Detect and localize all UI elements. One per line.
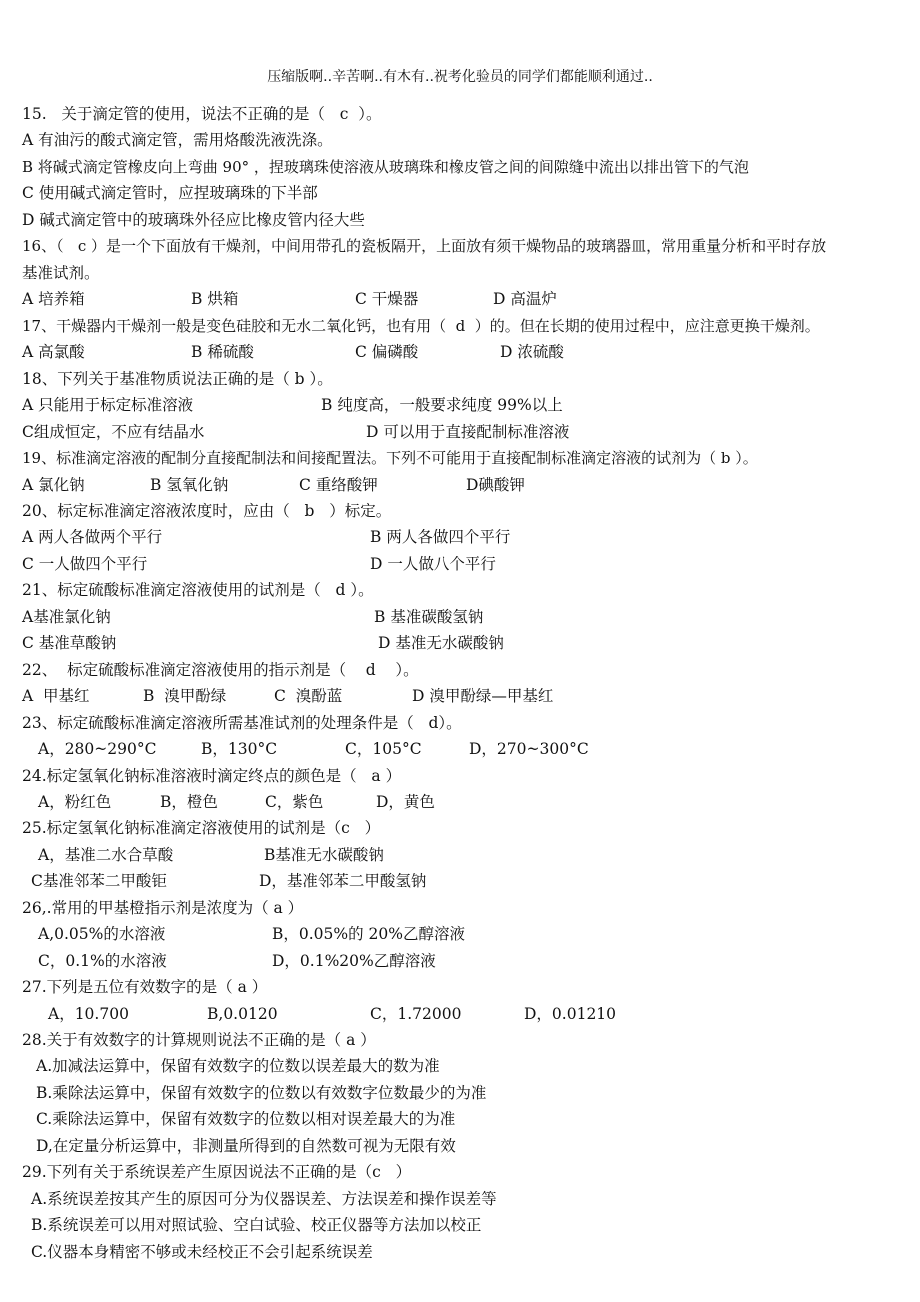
q26-option-b: B，0.05%的 20%乙醇溶液 <box>272 925 466 943</box>
q17-option-b: B 稀硫酸 <box>191 343 254 361</box>
q20-option-c: C 一人做四个平行 <box>22 555 148 573</box>
q22-option-b: B 溴甲酚绿 <box>143 687 227 705</box>
q23-option-a: A，280~290°C <box>38 740 157 758</box>
q27-option-d: D，0.01210 <box>524 1005 617 1023</box>
q25-option-d: D，基准邻苯二甲酸氢钠 <box>259 872 427 890</box>
q22-option-d: D 溴甲酚绿—甲基红 <box>412 687 554 705</box>
q15-option-d: D 碱式滴定管中的玻璃珠外径应比橡皮管内径大些 <box>22 211 365 229</box>
q17-stem: 17、干燥器内干燥剂一般是变色硅胶和无水二氧化钙，也有用（ d ）的。但在长期的使用过程中，应注意更换干燥剂。 <box>22 317 820 335</box>
q22-option-c: C 溴酚蓝 <box>274 687 343 705</box>
q19-stem: 19、标准滴定溶液的配制分直接配制法和间接配置法。下列不可能用于直接配制标准滴定溶液的试剂为（ b ）。 <box>22 449 758 467</box>
q17-option-a: A 高氯酸 <box>22 343 85 361</box>
q16-option-d: D 高温炉 <box>493 290 557 308</box>
q20-option-d: D 一人做八个平行 <box>370 555 496 573</box>
q25-option-a: A，基准二水合草酸 <box>38 846 174 864</box>
q15-option-b: B 将碱式滴定管橡皮向上弯曲 90° ，捏玻璃珠使溶液从玻璃珠和橡皮管之间的间隙缝中流出以排出管下的气泡 <box>22 158 749 176</box>
q24-option-c: C，紫色 <box>265 793 324 811</box>
q18-stem: 18、下列关于基准物质说法正确的是（ b ）。 <box>22 370 333 388</box>
q27-stem: 27.下列是五位有效数字的是（ a ） <box>22 978 268 996</box>
q29-option-a: A.系统误差按其产生的原因可分为仪器误差、方法误差和操作误差等 <box>31 1190 497 1208</box>
q26-stem: 26,.常用的甲基橙指示剂是浓度为（ a ） <box>22 899 304 917</box>
q27-option-a: A，10.700 <box>48 1005 129 1023</box>
q19-option-a: A 氯化钠 <box>22 476 85 494</box>
q17-option-c: C 偏磷酸 <box>355 343 419 361</box>
q17-option-d: D 浓硫酸 <box>500 343 564 361</box>
q28-option-c: C.乘除法运算中，保留有效数字的位数以相对误差最大的为准 <box>36 1110 456 1128</box>
q15-option-a: A 有油污的酸式滴定管，需用烙酸洗液洗涤。 <box>22 131 333 149</box>
q16-stem-line2: 基准试剂。 <box>22 264 100 282</box>
q29-option-b: B.系统误差可以用对照试验、空白试验、校正仪器等方法加以校正 <box>31 1216 482 1234</box>
q24-option-b: B，橙色 <box>160 793 218 811</box>
q24-stem: 24.标定氢氧化钠标准溶液时滴定终点的颜色是（ a ） <box>22 767 402 785</box>
q21-option-a: A基准氯化钠 <box>22 608 111 626</box>
q18-option-d: D 可以用于直接配制标准溶液 <box>366 423 570 441</box>
q22-stem: 22、 标定硫酸标准滴定溶液使用的指示剂是（ d ）。 <box>22 661 419 679</box>
q25-option-b: B基准无水碳酸钠 <box>264 846 384 864</box>
q23-option-b: B，130°C <box>201 740 278 758</box>
q25-stem: 25.标定氢氧化钠标准滴定溶液使用的试剂是（c ） <box>22 819 381 837</box>
q20-option-a: A 两人各做两个平行 <box>22 528 163 546</box>
q15-option-c: C 使用碱式滴定管时，应捏玻璃珠的下半部 <box>22 184 318 202</box>
page-header: 压缩版啊..辛苦啊..有木有..祝考化验员的同学们都能顺利通过.. <box>267 69 653 85</box>
q20-option-b: B 两人各做四个平行 <box>370 528 511 546</box>
q16-option-b: B 烘箱 <box>191 290 239 308</box>
q28-option-d: D,在定量分析运算中，非测量所得到的自然数可视为无限有效 <box>36 1137 456 1155</box>
q19-option-d: D碘酸钾 <box>466 476 525 494</box>
q24-option-a: A，粉红色 <box>38 793 112 811</box>
q16-stem-line1: 16、（ c ）是一个下面放有干燥剂，中间用带孔的瓷板隔开，上面放有须干燥物品的玻璃器皿，常用重量分析和平时存放 <box>22 237 827 255</box>
q22-option-a: A 甲基红 <box>22 687 90 705</box>
q15-stem: 15. 关于滴定管的使用，说法不正确的是（ c ）。 <box>22 105 382 123</box>
q19-option-b: B 氢氧化钠 <box>150 476 229 494</box>
q18-option-a: A 只能用于标定标准溶液 <box>22 396 194 414</box>
q18-option-c: C组成恒定，不应有结晶水 <box>22 423 205 441</box>
q26-option-d: D，0.1%20%乙醇溶液 <box>272 952 436 970</box>
q25-option-c: C基准邻苯二甲酸钜 <box>31 872 167 890</box>
q24-option-d: D，黄色 <box>376 793 435 811</box>
q21-option-b: B 基准碳酸氢钠 <box>374 608 484 626</box>
q23-stem: 23、标定硫酸标准滴定溶液所需基准试剂的处理条件是（ d）。 <box>22 714 462 732</box>
q21-stem: 21、标定硫酸标准滴定溶液使用的试剂是（ d ）。 <box>22 581 374 599</box>
q20-stem: 20、标定标准滴定溶液浓度时，应由（ b ）标定。 <box>22 502 392 520</box>
q28-option-a: A.加减法运算中，保留有效数字的位数以误差最大的数为准 <box>36 1057 440 1075</box>
q26-option-c: C，0.1%的水溶液 <box>38 952 167 970</box>
q29-option-c: C.仪器本身精密不够或未经校正不会引起系统误差 <box>31 1243 373 1261</box>
q21-option-c: C 基准草酸钠 <box>22 634 117 652</box>
q23-option-d: D，270~300°C <box>469 740 589 758</box>
q19-option-c: C 重络酸钾 <box>299 476 378 494</box>
q28-stem: 28.关于有效数字的计算规则说法不正确的是（ a ） <box>22 1031 376 1049</box>
q23-option-c: C，105°C <box>345 740 422 758</box>
q21-option-d: D 基准无水碳酸钠 <box>378 634 504 652</box>
q28-option-b: B.乘除法运算中，保留有效数字的位数以有效数字位数最少的为准 <box>36 1084 487 1102</box>
q26-option-a: A,0.05%的水溶液 <box>38 925 166 943</box>
q27-option-c: C，1.72000 <box>370 1005 462 1023</box>
q16-option-a: A 培养箱 <box>22 290 85 308</box>
q18-option-b: B 纯度高，一般要求纯度 99%以上 <box>321 396 563 414</box>
q27-option-b: B,0.0120 <box>207 1005 278 1023</box>
q16-option-c: C 干燥器 <box>355 290 419 308</box>
q29-stem: 29.下列有关于系统误差产生原因说法不正确的是（c ） <box>22 1163 412 1181</box>
